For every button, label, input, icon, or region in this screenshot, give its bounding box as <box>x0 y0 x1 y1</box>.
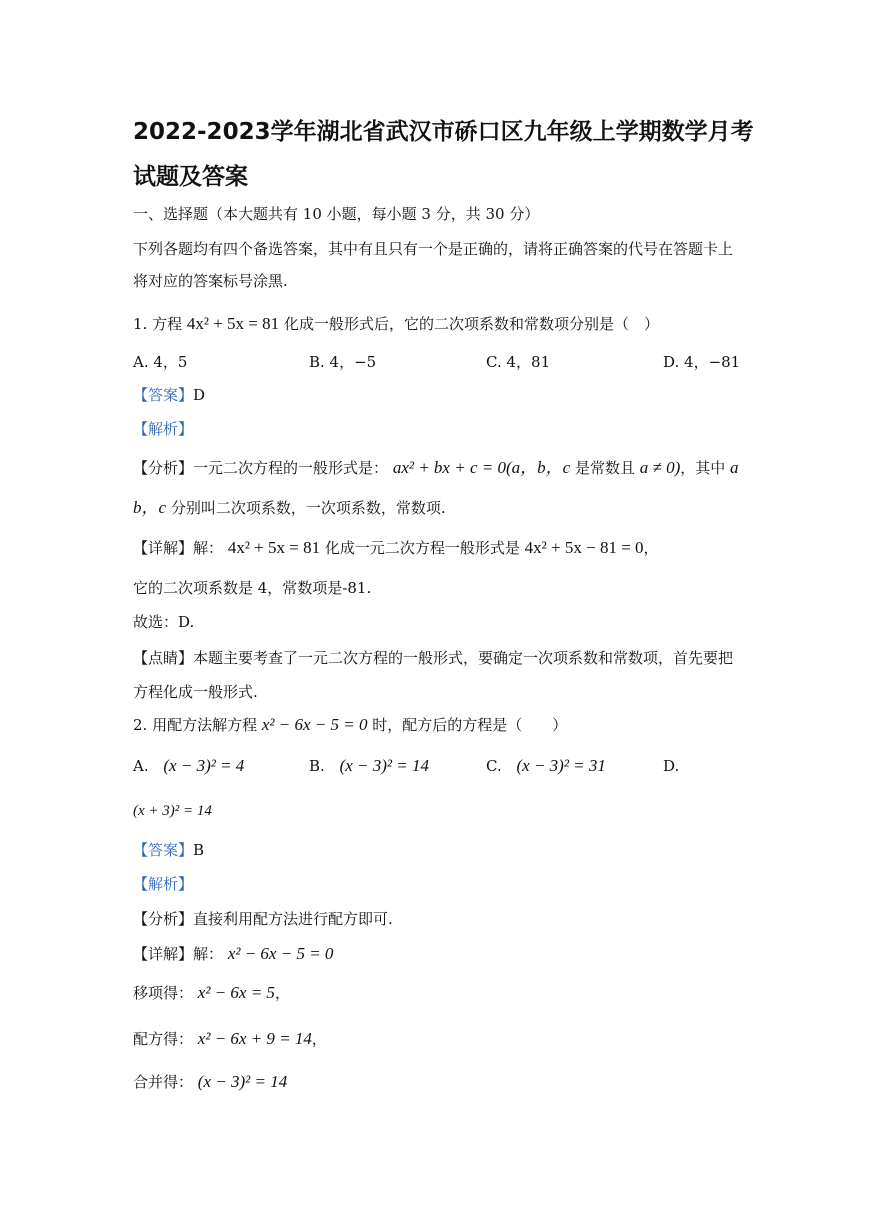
fenxi-cond: a ≠ 0) <box>639 458 681 477</box>
q2-option-c <box>486 756 606 776</box>
q1-option-b: B. 4，−5 <box>309 353 377 371</box>
q1-option-c: C. 4，81 <box>486 353 551 371</box>
detail-tag: 【详解】 <box>133 945 194 963</box>
q2-step3 <box>133 1072 287 1092</box>
q2-option-d-eq: (x + 3)² = 14 <box>133 803 212 819</box>
q2-suffix: 时，配方后的方程是（ ） <box>372 716 568 734</box>
q2-option-a-eq: (x − 3)² = 4 <box>163 756 245 775</box>
instructions-line1: 下列各题均有四个备选答案，其中有且只有一个是正确的，请将正确答案的代号在答题卡上 <box>133 240 734 258</box>
fenxi-line2-vars: b，c <box>133 498 167 517</box>
fenxi-text1: 一元二次方程的一般形式是： <box>193 459 389 477</box>
step3-eq: (x − 3)² = 14 <box>197 1072 288 1091</box>
detail-mid: 化成一元二次方程一般形式是 <box>324 539 520 557</box>
detail-prefix: 解： <box>193 945 224 963</box>
fenxi-var-a: a <box>730 458 739 477</box>
fenxi-tag: 【分析】 <box>133 459 194 477</box>
q1-detail-line2: 它的二次项系数是 4，常数项是-81. <box>133 579 372 597</box>
q2-detail <box>133 944 333 964</box>
step1-label: 移项得： <box>133 984 194 1002</box>
answer-tag: 【答案】 <box>133 841 194 859</box>
q1-option-d: D. 4，−81 <box>663 353 741 371</box>
detail-end: ， <box>643 539 659 557</box>
q2-step1 <box>133 983 290 1003</box>
q2-option-c-label: C. <box>486 757 502 775</box>
fenxi-line2-text: 分别叫二次项系数，一次项系数，常数项. <box>170 499 446 517</box>
fenxi-formula: ax² + bx + c = 0(a，b，c <box>392 458 571 477</box>
doc-title-line1: 2022-2023学年湖北省武汉市硚口区九年级上学期数学月考 <box>133 119 754 145</box>
comment-text1: 本题主要考查了一元二次方程的一般形式，要确定一次项系数和常数项，首先要把 <box>193 649 734 667</box>
q2-fenxi <box>133 909 393 929</box>
q2-option-d-label: D. <box>663 757 680 775</box>
step2-end: ， <box>311 1030 327 1048</box>
step1-end: ， <box>274 984 290 1002</box>
detail-eq1: 4x² + 5x = 81 <box>227 538 321 557</box>
q2-prefix: 2. 用配方法解方程 <box>133 716 258 734</box>
step2-eq: x² − 6x + 9 = 14 <box>197 1029 312 1048</box>
q1-choice: 故选：D. <box>133 613 195 631</box>
q1-fenxi-line1 <box>133 458 739 478</box>
detail-tag: 【详解】 <box>133 539 194 557</box>
q2-equation: x² − 6x − 5 = 0 <box>261 715 368 734</box>
fenxi-text: 直接利用配方法进行配方即可. <box>193 910 393 928</box>
q2-option-b-eq: (x − 3)² = 14 <box>339 756 429 775</box>
fenxi-tag: 【分析】 <box>133 910 194 928</box>
q2-stem <box>133 715 567 735</box>
detail-prefix: 解： <box>193 539 224 557</box>
q2-option-a-label: A. <box>133 757 149 775</box>
section-heading: 一、选择题（本大题共有 10 小题，每小题 3 分，共 30 分） <box>133 205 540 223</box>
q1-suffix: 化成一般形式后，它的二次项系数和常数项分别是（ ） <box>283 315 659 333</box>
step3-label: 合并得： <box>133 1073 194 1091</box>
q1-option-a: A. 4，5 <box>133 353 188 371</box>
q2-step2 <box>133 1029 327 1049</box>
q1-fenxi-line2 <box>133 498 446 518</box>
q2-option-b <box>309 756 429 776</box>
fenxi-text3: ，其中 <box>680 459 726 477</box>
q2-option-a <box>133 756 244 776</box>
q2-option-b-label: B. <box>309 757 325 775</box>
doc-title-line2: 试题及答案 <box>133 164 248 190</box>
detail-eq2: 4x² + 5x − 81 = 0 <box>524 538 644 557</box>
answer-value: D <box>193 386 206 404</box>
q1-analysis-tag: 【解析】 <box>133 420 194 438</box>
detail-eq: x² − 6x − 5 = 0 <box>227 944 334 963</box>
comment-tag: 【点睛】 <box>133 649 194 667</box>
q1-detail-line1 <box>133 538 659 558</box>
q2-answer <box>133 840 204 860</box>
q1-answer <box>133 385 205 405</box>
q2-option-c-eq: (x − 3)² = 31 <box>516 756 606 775</box>
step1-eq: x² − 6x = 5 <box>197 983 275 1002</box>
step2-label: 配方得： <box>133 1030 194 1048</box>
q2-analysis-tag: 【解析】 <box>133 875 194 893</box>
q1-stem <box>133 314 659 334</box>
q1-comment-line2: 方程化成一般形式. <box>133 683 258 701</box>
fenxi-text2: 是常数且 <box>574 459 635 477</box>
answer-tag: 【答案】 <box>133 386 194 404</box>
q1-comment-line1 <box>133 648 733 668</box>
instructions-line2: 将对应的答案标号涂黑. <box>133 272 288 290</box>
q1-equation: 4x² + 5x = 81 <box>186 314 280 333</box>
answer-value: B <box>193 841 205 859</box>
q1-prefix: 1. 方程 <box>133 315 183 333</box>
